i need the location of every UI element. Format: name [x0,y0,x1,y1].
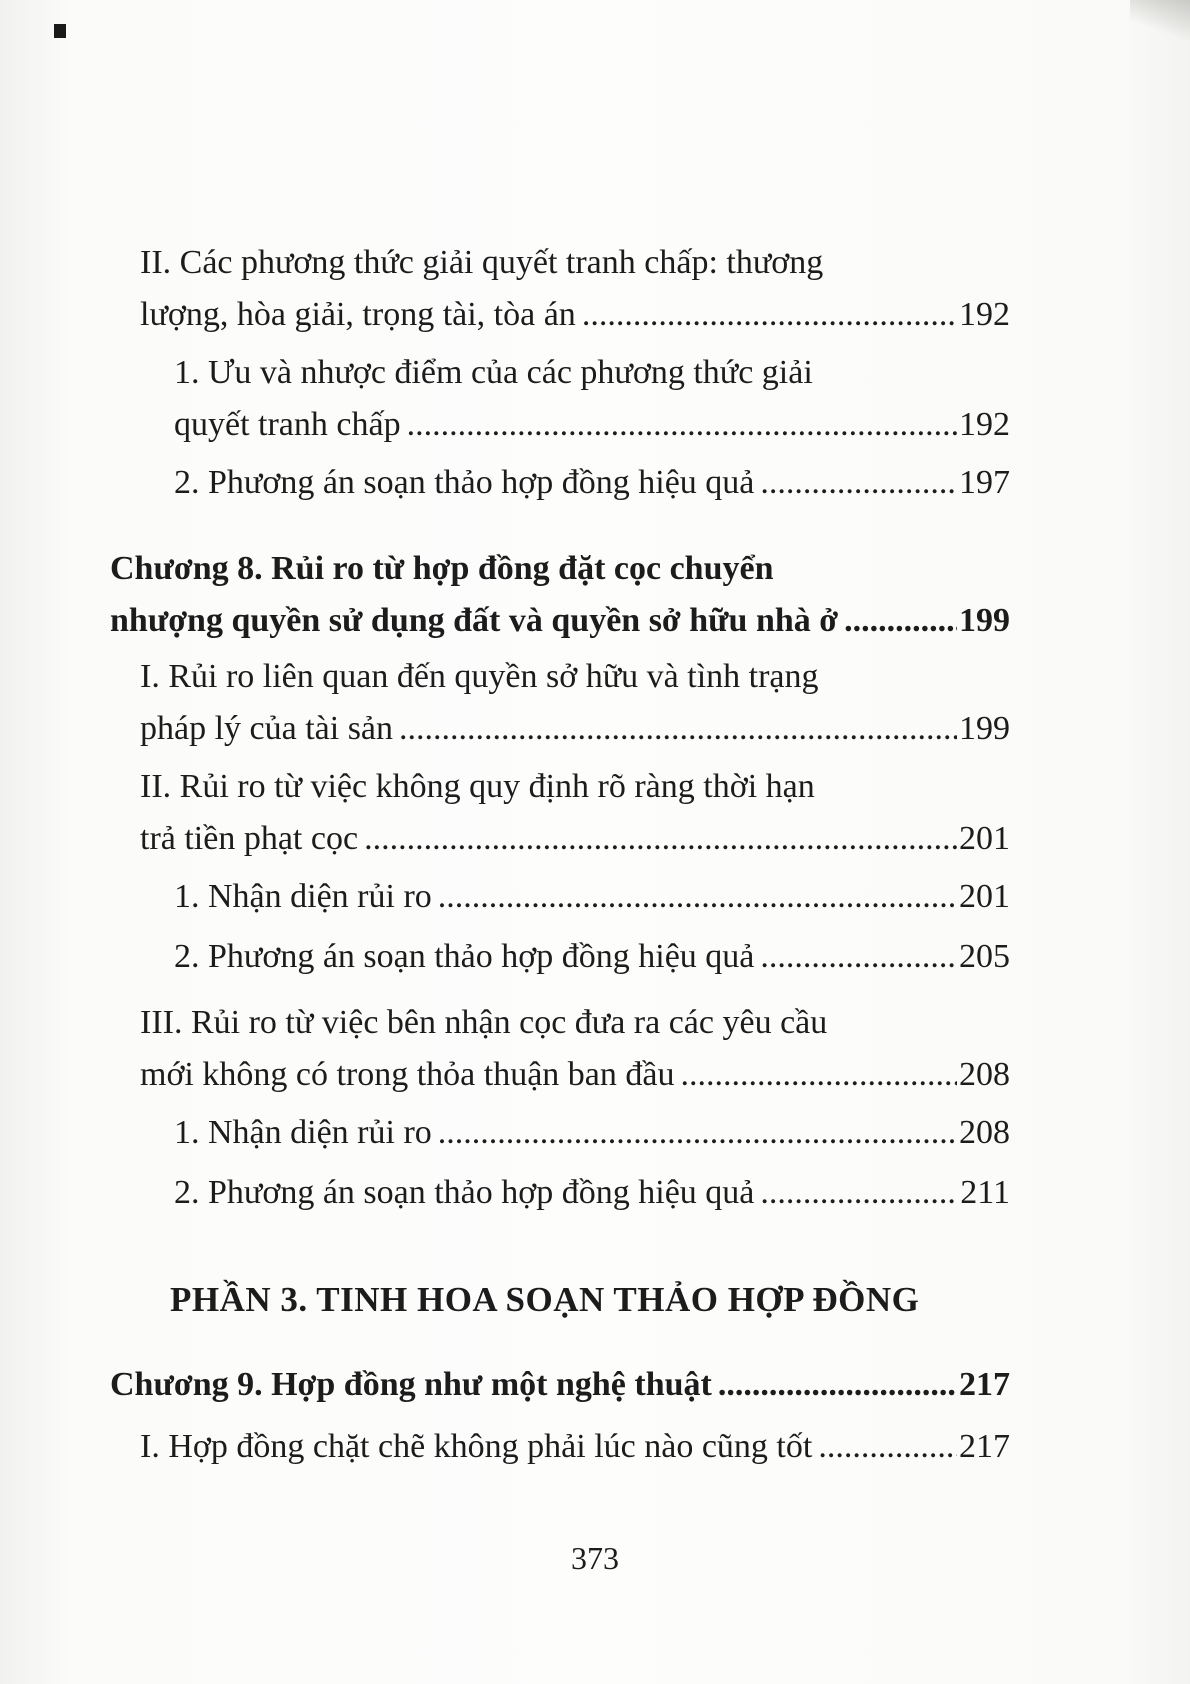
toc-entry-line [140,240,823,286]
toc-entry-line [140,764,815,810]
toc-entry-line [174,402,1010,448]
toc-chapter-title: nhượng quyền sử dụng đất và quyền sở hữu nhà ở [110,602,839,639]
leader-dots [407,402,957,448]
toc-page-ref: 199 [959,602,1010,639]
leader-dots [438,1110,957,1156]
toc-page-ref: 217 [959,1428,1010,1465]
toc-entry-title: 2. Phương án soạn thảo hợp đồng hiệu quả [174,1174,755,1211]
leader-dots [364,816,957,862]
toc-entry-title: mới không có trong thỏa thuận ban đầu [140,1056,675,1093]
toc-entry-title: I. Rủi ro liên quan đến quyền sở hữu và tình trạng [140,658,819,695]
toc-chapter-title: Chương 8. Rủi ro từ hợp đồng đặt cọc chuyển [110,550,774,587]
page-number: 373 [571,1540,619,1576]
leader-dots [681,1052,958,1098]
toc-entry-title: lượng, hòa giải, trọng tài, tòa án [140,296,576,333]
toc-entry-title: 1. Ưu và nhược điểm của các phương thức giải [174,354,813,391]
toc-page-ref: 201 [959,820,1010,857]
leader-dots [760,934,957,980]
toc-page-ref: 205 [959,938,1010,975]
toc-page-ref: 211 [960,1174,1010,1211]
scan-corner-mark [54,24,66,38]
toc-entry-line [174,1110,1010,1156]
toc-entry-line [140,292,1010,338]
toc-entry-title: trả tiền phạt cọc [140,820,359,857]
toc-entry-line [140,1424,1010,1470]
toc-entry-title: 1. Nhận diện rủi ro [174,1114,432,1151]
toc-chapter-line [110,598,1010,644]
toc-entry-title: 1. Nhận diện rủi ro [174,878,432,915]
toc-chapter-line [110,1362,1010,1408]
toc-entry-line [174,934,1010,980]
toc-page-ref: 192 [959,406,1010,443]
toc-entry-title: I. Hợp đồng chặt chẽ không phải lúc nào cũng tốt [140,1428,813,1465]
toc-entry-line [174,350,813,396]
leader-dots [582,292,957,338]
toc-page-ref: 201 [959,878,1010,915]
leader-dots [844,598,957,644]
toc-entry-title: quyết tranh chấp [174,406,401,443]
toc-entry-title: 2. Phương án soạn thảo hợp đồng hiệu quả [174,938,755,975]
toc-chapter-line [110,546,774,592]
toc-page-ref: 192 [959,296,1010,333]
leader-dots [399,706,957,752]
toc-entry-line [140,654,819,700]
toc-entry-title: II. Các phương thức giải quyết tranh chấp: thương [140,244,824,281]
toc-chapter-title: Chương 9. Hợp đồng như một nghệ thuật [110,1366,712,1403]
toc-entry-title: III. Rủi ro từ việc bên nhận cọc đưa ra các yêu cầu [140,1004,828,1041]
toc-entry-line [140,1000,827,1046]
toc-page-ref: 217 [959,1366,1010,1403]
toc-entry-line [174,1170,1010,1216]
scan-edge-shadow [1130,0,1190,40]
toc-entry-title: 2. Phương án soạn thảo hợp đồng hiệu quả [174,464,755,501]
toc-entry-title: II. Rủi ro từ việc không quy định rõ ràng thời hạn [140,768,815,805]
toc-entry-line [140,706,1010,752]
toc-entry-line [174,460,1010,506]
leader-dots [438,874,957,920]
toc-entry-line [140,1052,1010,1098]
toc-page-ref: 197 [959,464,1010,501]
leader-dots [760,1170,958,1216]
leader-dots [818,1424,957,1470]
toc-entry-line [140,816,1010,862]
toc-page-ref: 208 [959,1114,1010,1151]
leader-dots [718,1362,957,1408]
toc-page-ref: 199 [959,710,1010,747]
toc-page-ref: 208 [959,1056,1010,1093]
toc-entry-title: pháp lý của tài sản [140,710,394,747]
part-heading: PHẦN 3. TINH HOA SOẠN THẢO HỢP ĐỒNG [170,1280,920,1319]
toc-entry-line [174,874,1010,920]
leader-dots [760,460,957,506]
